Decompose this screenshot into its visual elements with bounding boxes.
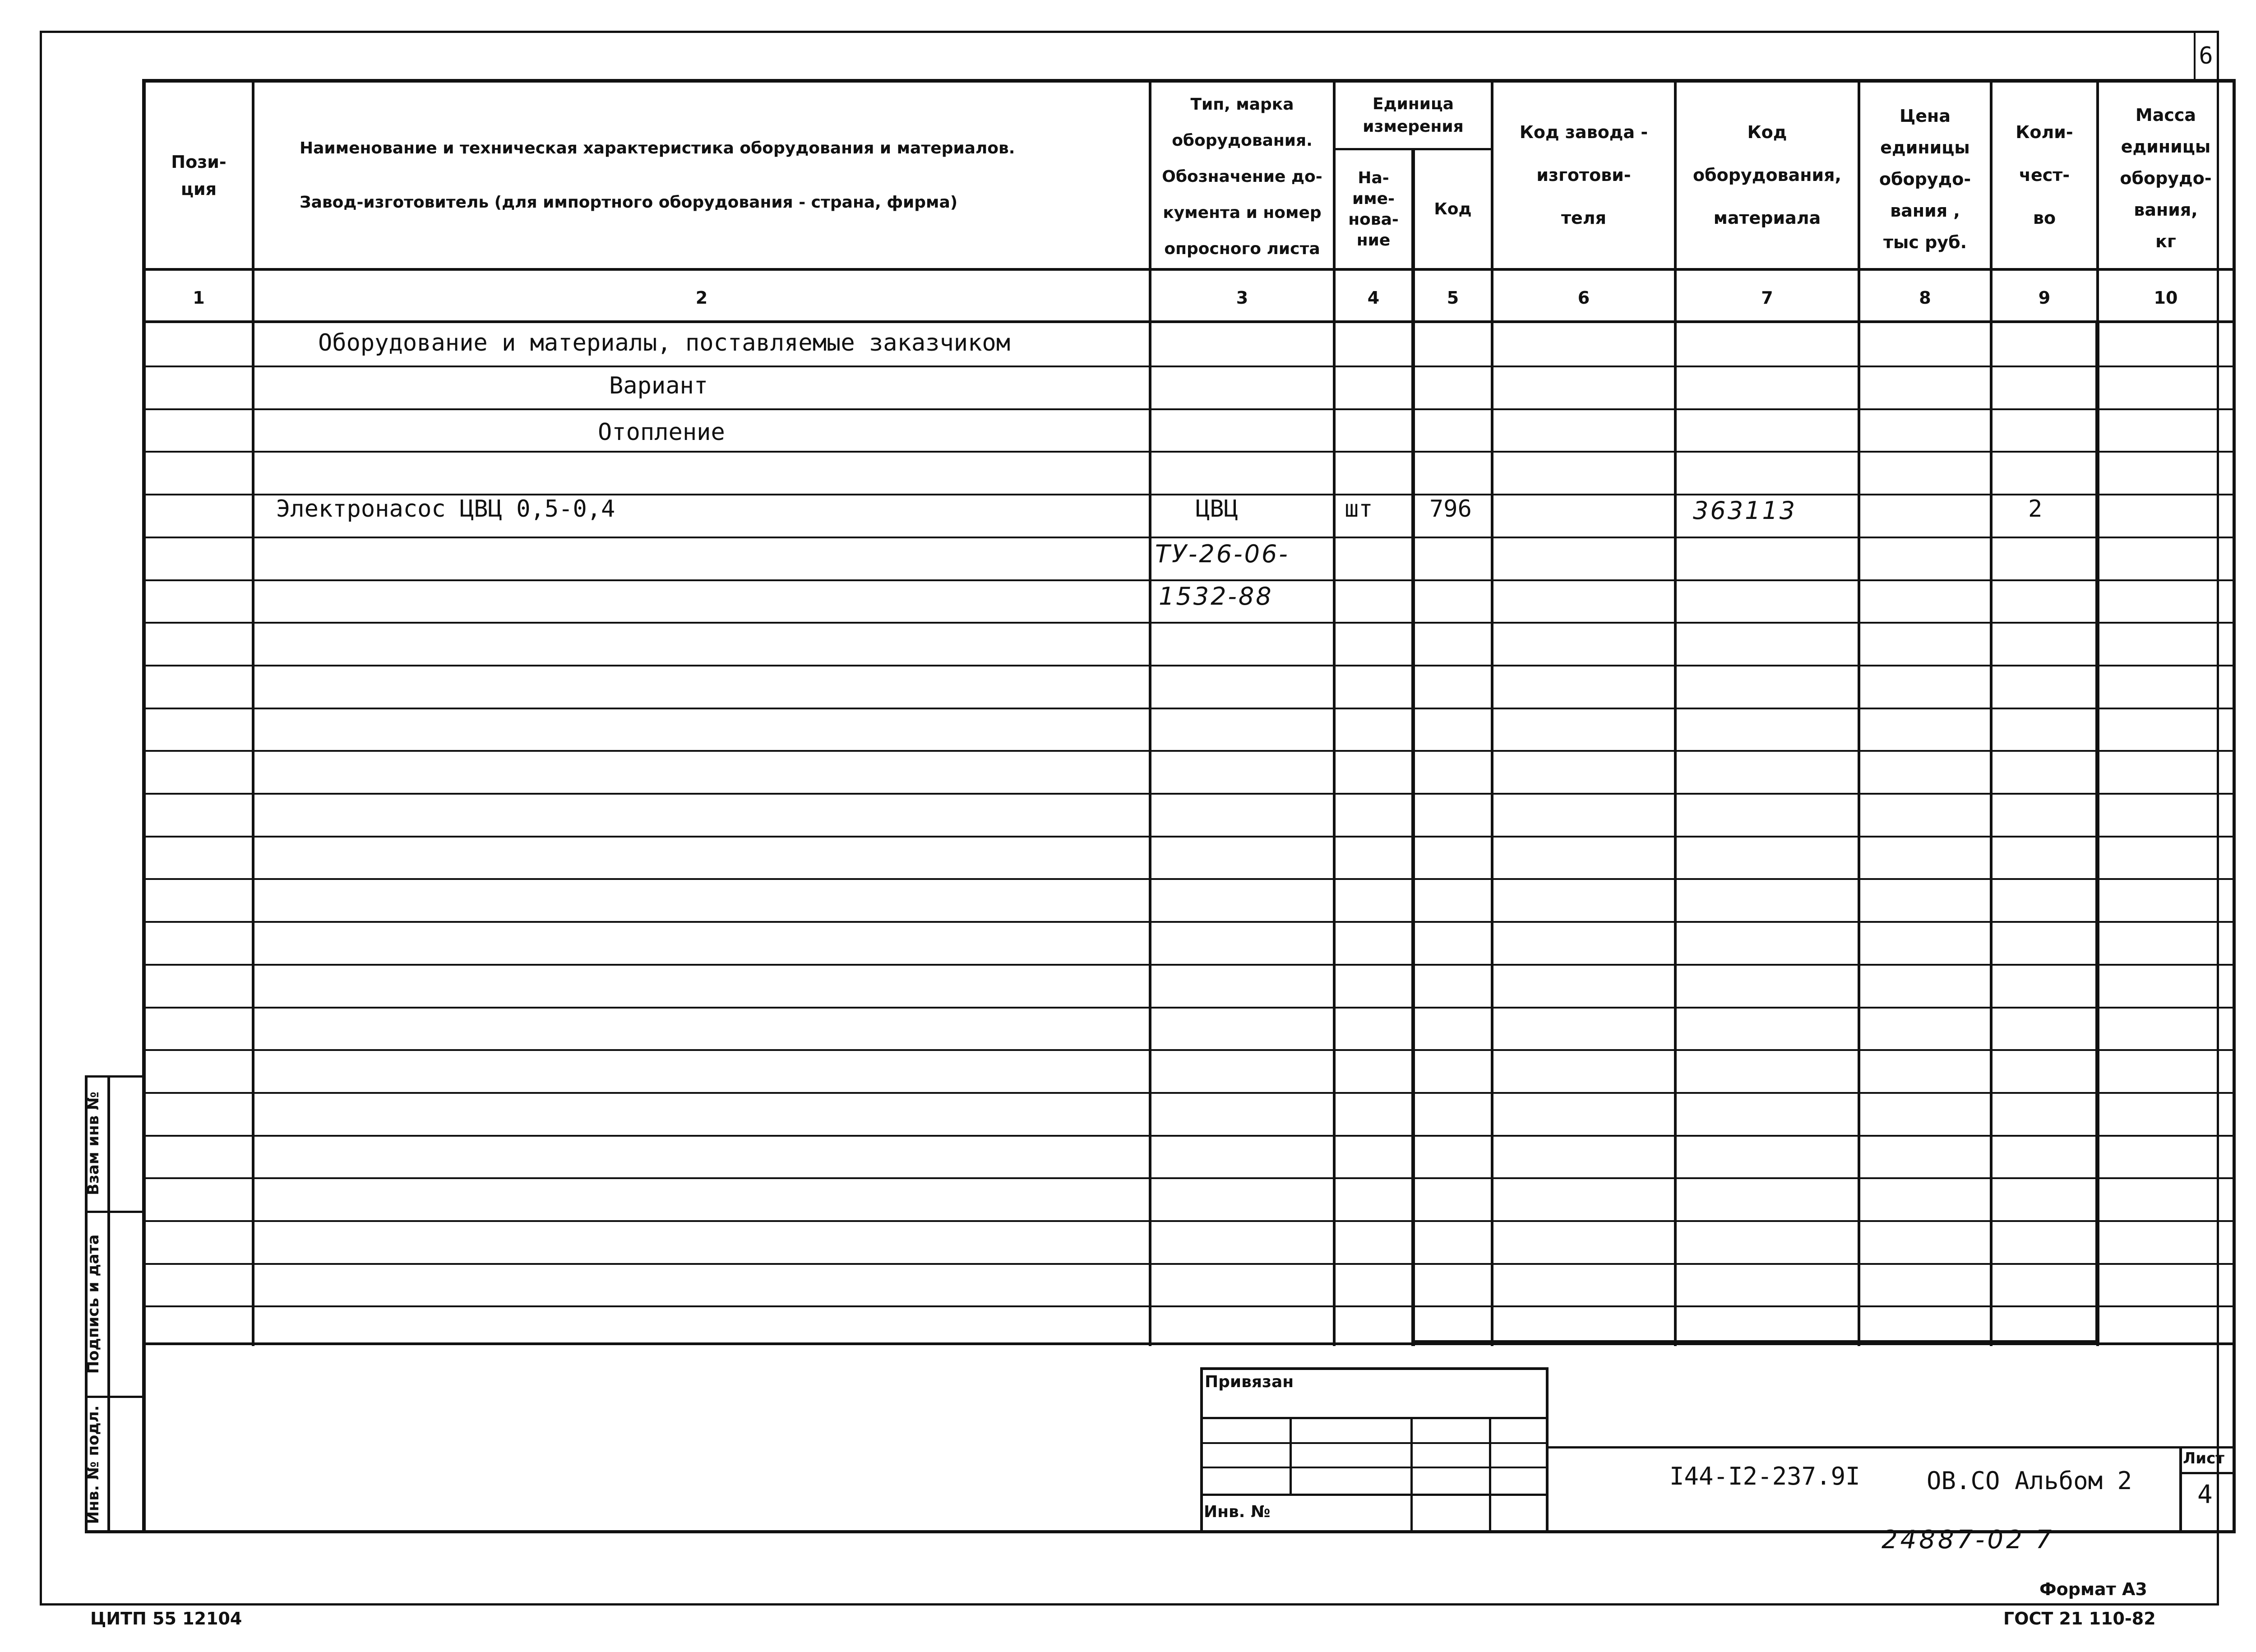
header-col10-line5: кг [2155,231,2176,251]
header-col10-line1: Масса [2135,105,2196,125]
body-row-line [142,622,2236,624]
item-type: ЦВЦ [1196,495,1238,523]
table-left [142,79,146,1533]
col-number-5: 5 [1447,288,1459,308]
header-col4-line3: нова- [1348,210,1399,229]
body-row-line [142,921,2236,923]
header-col3-line3: Обозначение до- [1162,167,1322,186]
header-col9 [1992,83,2096,268]
margin-strip-top [85,1075,146,1078]
stamp-box-right [1546,1367,1549,1533]
header-col4 [1336,150,1411,268]
body-row-line [142,1135,2236,1137]
stamp-box-col3 [1489,1417,1491,1533]
item-doc-line1: ТУ-26-06- [1155,540,1290,568]
body-row-line [142,708,2236,709]
body-row-line [142,408,2236,410]
stamp-box-row4 [1200,1494,1549,1496]
col-number-9: 9 [2038,288,2051,308]
col-number-10: 10 [2154,288,2178,308]
header-col3-line2: оборудования. [1172,131,1313,150]
header-col8-line4: вания , [1890,201,1960,221]
doc-name: ОВ.СО Альбом 2 [1927,1467,2132,1495]
item-quantity: 2 [2028,495,2043,523]
header-col8-line5: тыс руб. [1883,232,1967,252]
citp-label: ЦИТП 55 12104 [90,1609,242,1629]
sheet-box-left [2179,1446,2182,1533]
sheet-label: Лист [2183,1449,2224,1467]
header-col7-line2: оборудования, [1693,165,1841,185]
header-col8-line2: единицы [1880,138,1970,157]
stamp-inv-label: Инв. № [1204,1503,1271,1521]
body-row-line [142,537,2236,538]
body-row-line [142,366,2236,367]
header-col1 [146,83,252,268]
header-col5-line1: Код [1434,199,1472,218]
header-col3-line1: Тип, марка [1190,95,1294,114]
sheet-box-sep [2179,1472,2236,1474]
header-col6-line3: теля [1561,208,1607,228]
header-col1-line1: Пози- [171,152,227,172]
body-row-line [142,579,2236,581]
col-number-2: 2 [695,288,708,308]
body-row-line [142,1305,2236,1307]
body-row-line [142,451,2236,453]
stamp-box-col1 [1290,1417,1292,1496]
col-sep-6 [1674,79,1677,1346]
outer-frame-top [40,31,2219,33]
margin-vzam-label: Взам инв № [84,1092,102,1195]
header-col4-group-line2: измерения [1363,117,1464,136]
table-right [2233,79,2236,1533]
header-col10-line2: единицы [2121,136,2211,157]
doc-code-top-line [1549,1446,2236,1448]
margin-inv-podl-label: Инв. № подл. [84,1405,102,1524]
body-row-line [142,1092,2236,1094]
body-row-line [142,793,2236,795]
header-col10-line3: оборудо- [2120,168,2212,188]
col-sep-4 [1411,149,1415,1346]
bold-block-right [2095,320,2099,1345]
header-col3-line5: опросного листа [1164,240,1320,258]
body-row-line [142,964,2236,966]
header-col6 [1493,83,1674,268]
col-sep-8 [1990,79,1992,1346]
item-name: Электронасос ЦВЦ 0,5-0,4 [276,495,615,523]
header-col3-line4: кумента и номер [1163,204,1322,222]
outer-frame-left [40,31,42,1606]
body-row-line [142,1049,2236,1051]
stamp-box-col2 [1410,1417,1413,1533]
header-col4-line1: На- [1358,168,1389,187]
header-col1-line2: ция [180,179,217,199]
gost-label: ГОСТ 21 110-82 [2003,1609,2156,1629]
header-col8 [1860,90,1990,268]
col-number-1: 1 [193,288,205,308]
table-top [142,79,2236,83]
header-col4-line2: име- [1352,189,1395,208]
doc-code: I44-I2-237.9I [1669,1462,1860,1490]
stamp-box-top [1200,1367,1549,1370]
outer-frame-bottom [40,1603,2219,1606]
section-title: Оборудование и материалы, поставляемые заказчиком [318,329,1011,356]
margin-strip-sep2 [85,1396,146,1398]
page-number: 6 [2199,42,2213,69]
header-col2-line2: Завод-изготовитель (для импортного оборудования - страна, фирма) [300,193,958,212]
header-col6-line2: изготови- [1536,165,1631,185]
item-material-code: 363113 [1693,496,1797,525]
col-number-7: 7 [1761,288,1773,308]
variant-label: Вариант [609,372,708,399]
header-col4-line4: ние [1356,231,1391,250]
col-sep-3 [1333,79,1336,1346]
col-sep-1 [252,79,254,1346]
body-bottom-line [142,1342,2236,1345]
col-number-4: 4 [1367,288,1380,308]
body-row-line [142,1263,2236,1265]
body-row-line [142,750,2236,752]
format-label: Формат А3 [2039,1579,2147,1599]
col-sep-7 [1858,79,1860,1346]
stamp-box-left [1200,1367,1203,1533]
header-col9-line1: Коли- [2016,122,2073,142]
header-col8-line1: Цена [1900,106,1951,126]
col-number-8: 8 [1919,288,1931,308]
stamp-box-row1 [1200,1417,1549,1419]
header-col9-line2: чест- [2019,165,2070,185]
header-col7-line1: Код [1747,122,1787,142]
header-col2 [254,83,1149,268]
numbers-bottom-line [142,320,2236,323]
item-unit-code: 796 [1429,495,1472,523]
header-col7 [1677,83,1858,268]
margin-strip-inner [107,1075,110,1533]
margin-signature-label: Подпись и дата [84,1234,102,1374]
body-row-line [142,1007,2236,1009]
header-col7-line3: материала [1713,208,1821,228]
header-col10 [2099,88,2233,268]
body-row-line [142,878,2236,880]
item-doc-line2: 1532-88 [1159,582,1273,611]
header-col9-line3: во [2033,208,2056,228]
stamp-attached-label: Привязан [1205,1373,1294,1391]
header-col5 [1415,150,1491,268]
header-col6-line1: Код завода - [1519,122,1648,142]
sheet-number: 4 [2197,1480,2213,1509]
body-row-line [142,1177,2236,1179]
stamp-box-row2 [1200,1442,1549,1444]
body-row-line [142,1220,2236,1222]
stamp-box-row3 [1200,1467,1549,1468]
header-col4-group-line1: Единица [1373,94,1454,113]
heating-label: Отопление [598,419,725,446]
header-col2-line1: Наименование и техническая характеристика оборудования и материалов. [300,139,1015,157]
header-bottom-line [142,268,2236,271]
col-number-3: 3 [1236,288,1248,308]
col-sep-5 [1491,79,1493,1346]
col-sep-2 [1149,79,1151,1346]
handwritten-number: 24887-02 7 [1882,1525,2055,1555]
header-col10-line4: вания, [2134,199,2198,220]
header-col8-line3: оборудо- [1879,169,1971,189]
col-number-6: 6 [1577,288,1590,308]
item-unit: шт [1345,495,1373,523]
body-row-line [142,836,2236,838]
header-col4-group [1336,83,1491,148]
body-row-line [142,665,2236,666]
header-col3 [1151,86,1333,268]
